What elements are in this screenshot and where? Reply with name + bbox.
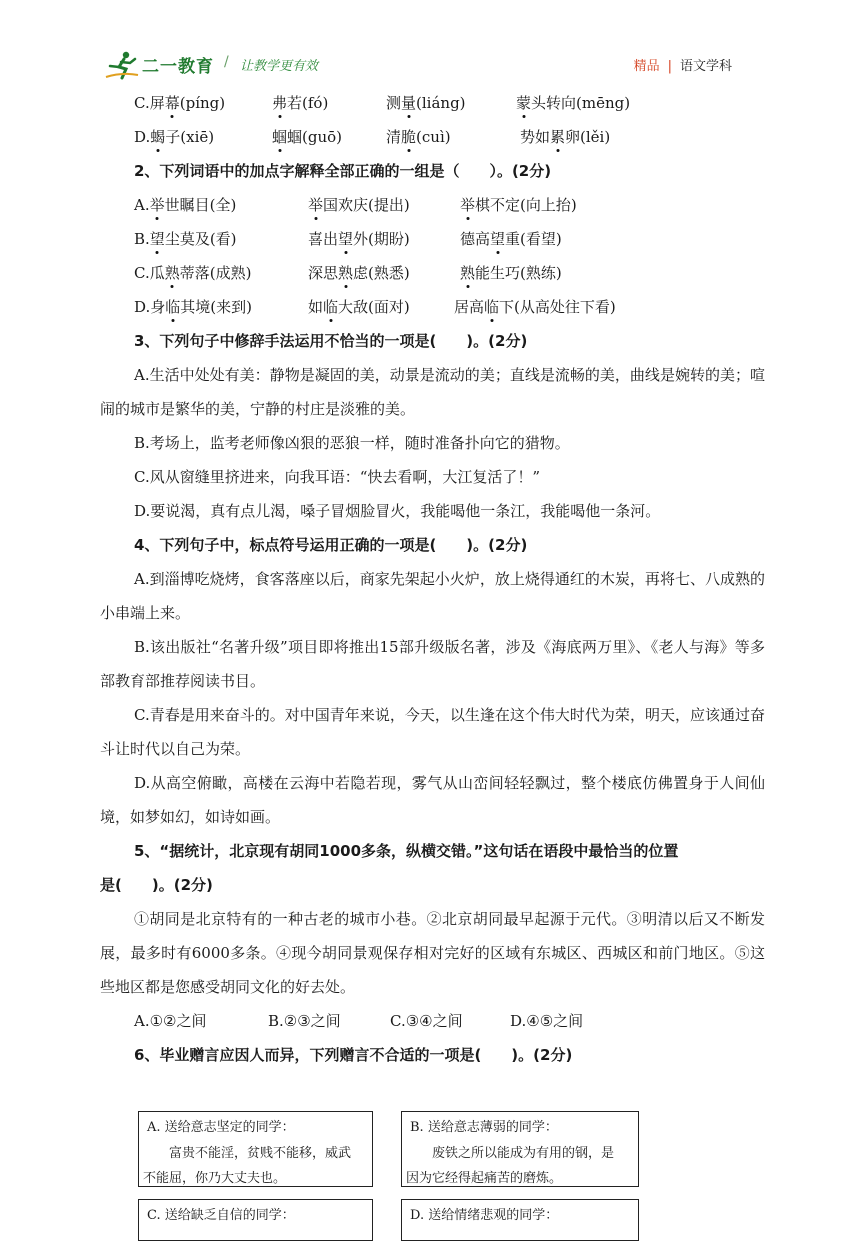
q6-box-b-body1: 废铁之所以能成为有用的钢，是 (432, 1146, 615, 1161)
q2-d-item: 居高临下(从高处往下看) (454, 298, 616, 316)
q1-option-d (100, 120, 765, 154)
q5-passage: ①胡同是北京特有的一种古老的城市小巷。②北京胡同最早起源于元代。③明清以后又不断发展，最多时有6000多条。④现今胡同景观保存相对完好的区域有东城区、西城区和前门地区。⑤这些地区都是您感受胡同文化的好去处。 (100, 910, 765, 996)
q2-c-item: 熟能生巧(熟练) (460, 264, 562, 282)
q3-option-b: B.考场上，监考老师像凶狠的恶狼一样，随时准备扑向它的猎物。 (134, 434, 570, 452)
q1-d-item: D.蝎子(xiē) (134, 128, 215, 146)
q4-option-a: A.到淄博吃烧烤，食客落座以后，商家先架起小火炉，放上烧得通红的木炭，再将七、八成熟的小串端上来。 (100, 570, 765, 622)
q6-box-b-body2: 因为它经得起痛苦的磨炼。 (406, 1171, 563, 1186)
runner-logo-icon (104, 50, 140, 80)
q2-a-item: A.举世瞩目(全) (134, 196, 237, 214)
q5-option-a: A.①②之间 (134, 1012, 207, 1030)
quality-label: 精品 (633, 59, 660, 74)
q2-b-item: 喜出望外(期盼) (308, 230, 410, 248)
q6-box-b-title: B. 送给意志薄弱的同学： (410, 1120, 558, 1135)
q6-box-b (401, 1111, 639, 1187)
q3-option-d: D.要说渴，真有点儿渴，嗓子冒烟脸冒火，我能喝他一条江，我能喝他一条河。 (134, 502, 661, 520)
q6-box-a (138, 1111, 373, 1187)
q2-title: 2、下列词语中的加点字解释全部正确的一组是（ ）。(2分) (134, 162, 552, 180)
q3-option-c: C.风从窗缝里挤进来，向我耳语：“快去看啊，大江复活了！” (134, 468, 541, 486)
q1-c-item: 弗若(fó) (272, 94, 329, 112)
q6-box-c-title: C. 送给缺乏自信的同学： (147, 1208, 295, 1223)
q2-option-b (100, 222, 765, 256)
q4-option-c: C.青春是用来奋斗的。对中国青年来说，今天，以生逢在这个伟大时代为荣，明天，应该通过奋斗让时代以自己为荣。 (100, 706, 765, 758)
q1-c-item: C.屏幕(píng) (134, 94, 226, 112)
q2-b-item: 德高望重(看望) (460, 230, 562, 248)
q5-options (100, 1004, 765, 1038)
q6-box-d (401, 1199, 639, 1241)
q1-option-c (100, 86, 765, 120)
q6-box-a-body2: 不能屈，你乃大丈夫也。 (143, 1171, 287, 1186)
header-slash: / (224, 54, 229, 70)
q2-option-d (100, 290, 765, 324)
q5-title-line1: 5、“据统计，北京现有胡同1000多条，纵横交错。”这句话在语段中最恰当的位置 (134, 842, 679, 860)
q5-title-line2: 是( )。(2分) (100, 876, 213, 894)
exam-content (100, 86, 765, 1072)
q6-box-a-title: A. 送给意志坚定的同学： (147, 1120, 295, 1135)
q5-option-c: C.③④之间 (390, 1012, 463, 1030)
q2-c-item: 深思熟虑(熟悉) (308, 264, 410, 282)
q2-d-item: D.身临其境(来到) (134, 298, 252, 316)
q2-b-item: B.望尘莫及(看) (134, 230, 237, 248)
q1-d-item: 势如累卵(lěi) (520, 128, 611, 146)
header-subject (634, 55, 732, 74)
q6-box-a-body1: 富贵不能淫，贫贱不能移，威武 (169, 1146, 352, 1161)
q3-option-a: A.生活中处处有美：静物是凝固的美，动景是流动的美；直线是流畅的美，曲线是婉转的美；喧闹的城市是繁华的美，宁静的村庄是淡雅的美。 (100, 366, 765, 418)
page-header (0, 0, 860, 86)
q4-option-b: B.该出版社“名著升级”项目即将推出15部升级版名著，涉及《海底两万里》、《老人与海》等多部教育部推荐阅读书目。 (100, 638, 765, 690)
q2-a-item: 举国欢庆(提出) (308, 196, 410, 214)
header-separator: | (667, 59, 672, 74)
q2-d-item: 如临大敌(面对) (308, 298, 410, 316)
q1-d-item: 蝈蝈(guō) (272, 128, 343, 146)
q6-box-c (138, 1199, 373, 1241)
subject-label: 语文学科 (679, 59, 732, 74)
q2-a-item: 举棋不定(向上抬) (460, 196, 577, 214)
brand-slogan: 让教学更有效 (240, 59, 319, 74)
q4-title: 4、下列句子中，标点符号运用正确的一项是( )。(2分) (134, 536, 528, 554)
q6-title: 6、毕业赠言应因人而异，下列赠言不合适的一项是( )。(2分) (134, 1046, 573, 1064)
q1-c-item: 测量(liáng) (386, 94, 466, 112)
q4-option-d: D.从高空俯瞰，高楼在云海中若隐若现，雾气从山峦间轻轻飘过，整个楼底仿佛置身于人间仙境，如梦如幻，如诗如画。 (100, 774, 765, 826)
q2-option-a (100, 188, 765, 222)
q6-box-d-title: D. 送给情绪悲观的同学： (410, 1208, 559, 1223)
q1-c-item: 蒙头转向(mēng) (516, 94, 631, 112)
q5-option-d: D.④⑤之间 (510, 1012, 584, 1030)
q2-option-c (100, 256, 765, 290)
q5-option-b: B.②③之间 (268, 1012, 341, 1030)
q1-d-item: 清脆(cuì) (386, 128, 451, 146)
brand-name: 二一教育 (142, 57, 214, 77)
q3-title: 3、下列句子中修辞手法运用不恰当的一项是( )。(2分) (134, 332, 528, 350)
q2-c-item: C.瓜熟蒂落(成熟) (134, 264, 252, 282)
